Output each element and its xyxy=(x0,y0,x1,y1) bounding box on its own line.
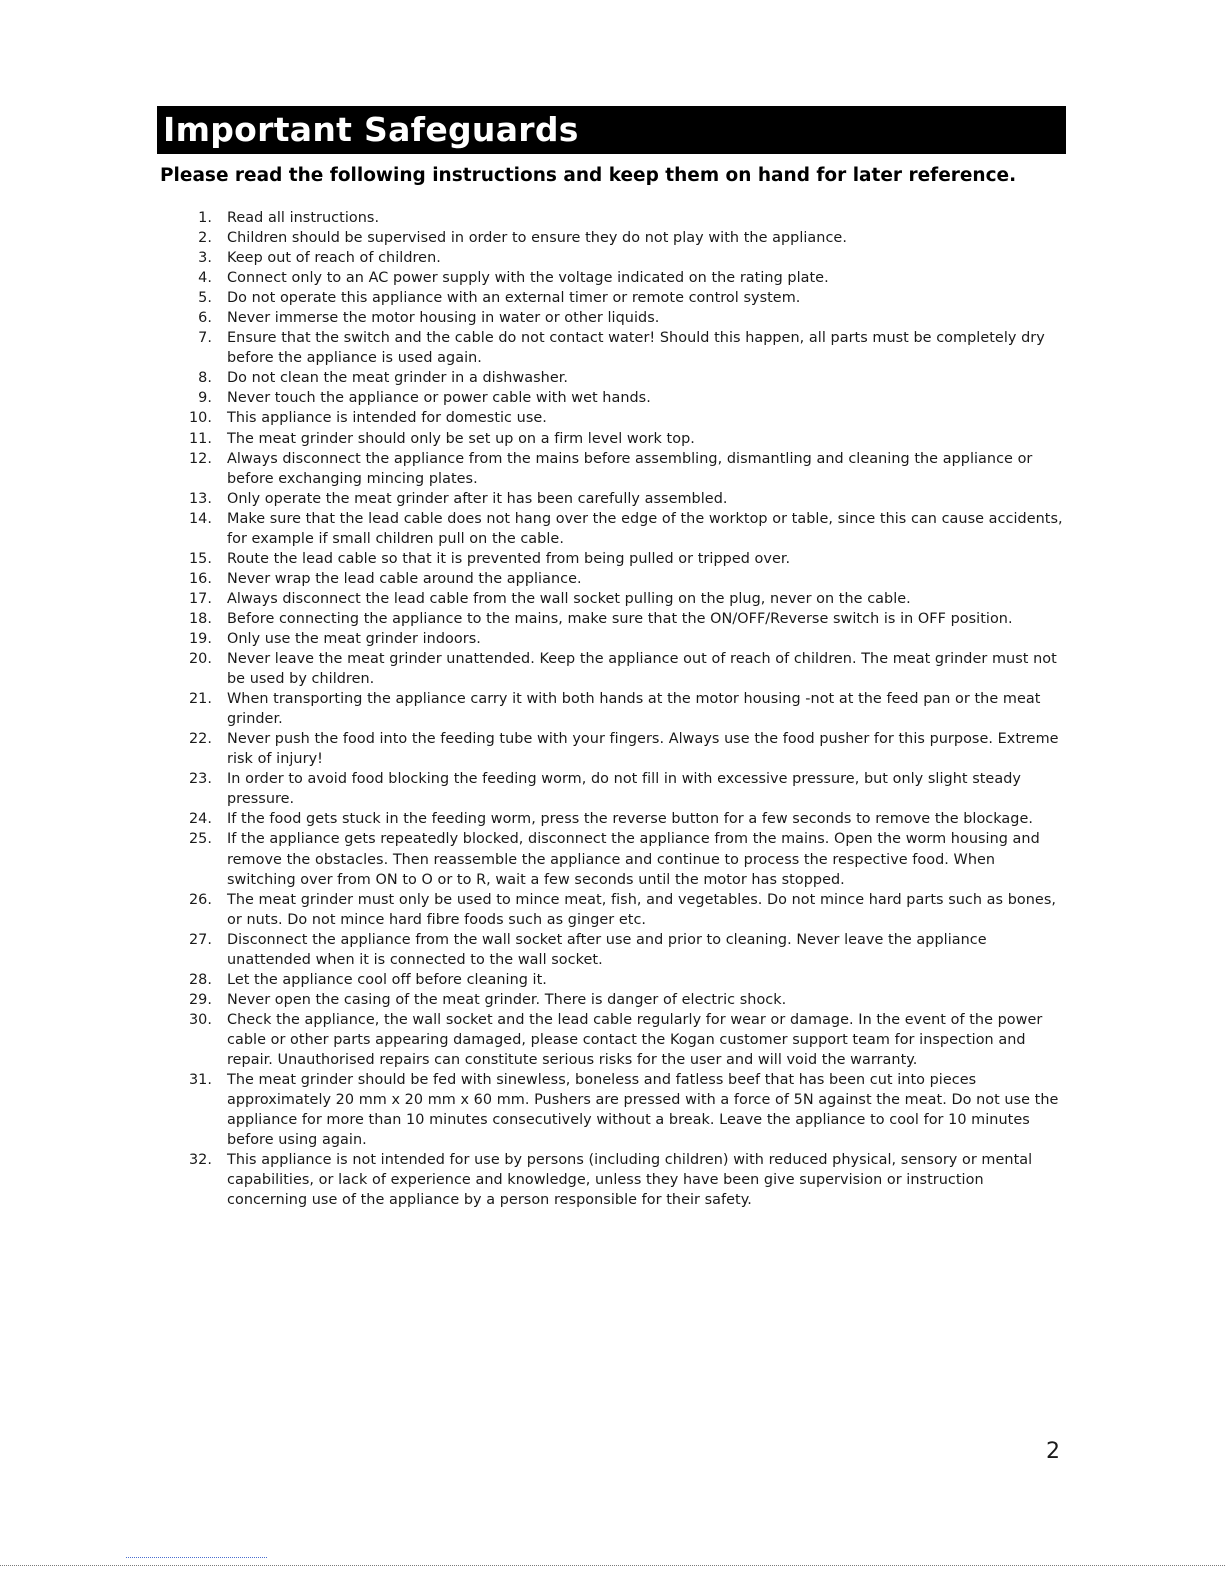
safeguard-number: 28. xyxy=(188,971,212,988)
safeguard-number: 13. xyxy=(188,490,212,507)
safeguard-item xyxy=(182,208,1067,228)
safeguard-number: 2. xyxy=(198,230,212,247)
safeguards-list xyxy=(182,208,1067,1210)
safeguard-text: The meat grinder should only be set up on a firm level work top. xyxy=(227,430,695,447)
safeguard-text: This appliance is intended for domestic use. xyxy=(227,410,547,427)
safeguard-text: Check the appliance, the wall socket and the lead cable regularly for wear or damage. In the event of the power cable or other parts appearing damaged, please contact the Kogan customer support team for inspection and repair. Unauthorised repairs can constitute serious risks for the user and will void the warranty. xyxy=(227,1011,1043,1068)
safeguard-number: 27. xyxy=(188,931,212,948)
safeguard-item xyxy=(182,769,1067,809)
safeguard-text: Before connecting the appliance to the mains, make sure that the ON/OFF/Reverse switch is in OFF position. xyxy=(227,610,1013,627)
safeguard-number: 5. xyxy=(198,290,212,307)
safeguard-item xyxy=(182,930,1067,970)
safeguard-item xyxy=(182,489,1067,509)
safeguard-number: 9. xyxy=(198,390,212,407)
safeguard-text: Make sure that the lead cable does not hang over the edge of the worktop or table, since this can cause accidents, for example if small children pull on the cable. xyxy=(227,510,1063,547)
safeguard-number: 20. xyxy=(188,651,212,668)
safeguard-text: Let the appliance cool off before cleaning it. xyxy=(227,971,547,988)
safeguard-text: If the food gets stuck in the feeding worm, press the reverse button for a few seconds to remove the blockage. xyxy=(227,811,1033,828)
safeguard-item xyxy=(182,729,1067,769)
page-subtitle: Please read the following instructions and keep them on hand for later reference. xyxy=(160,165,1017,186)
safeguard-item xyxy=(182,268,1067,288)
safeguard-number: 8. xyxy=(198,370,212,387)
safeguard-number: 24. xyxy=(188,811,212,828)
safeguard-text: The meat grinder must only be used to mince meat, fish, and vegetables. Do not mince hard parts such as bones, or nuts. Do not mince hard fibre foods such as ginger etc. xyxy=(227,891,1056,928)
bottom-divider xyxy=(0,1565,1225,1566)
safeguard-number: 30. xyxy=(188,1011,212,1028)
safeguard-text: Never touch the appliance or power cable with wet hands. xyxy=(227,390,651,407)
safeguard-text: This appliance is not intended for use by persons (including children) with reduced physical, sensory or mental capabilities, or lack of experience and knowledge, unless they have been give supervision or instruction concerning use of the appliance by a person responsible for their safety. xyxy=(227,1152,1033,1209)
safeguard-text: Only use the meat grinder indoors. xyxy=(227,630,481,647)
safeguard-text: Never wrap the lead cable around the appliance. xyxy=(227,570,582,587)
safeguard-text: Always disconnect the appliance from the mains before assembling, dismantling and cleaning the appliance or before exchanging mincing plates. xyxy=(227,450,1033,487)
safeguard-number: 16. xyxy=(188,570,212,587)
safeguard-text: Route the lead cable so that it is prevented from being pulled or tripped over. xyxy=(227,550,791,567)
safeguard-number: 15. xyxy=(188,550,212,567)
safeguard-item xyxy=(182,1150,1067,1210)
safeguard-text: Connect only to an AC power supply with the voltage indicated on the rating plate. xyxy=(227,270,829,287)
safeguard-text: Do not clean the meat grinder in a dishwasher. xyxy=(227,370,568,387)
safeguard-item xyxy=(182,449,1067,489)
title-banner xyxy=(157,106,1066,154)
safeguard-text: Always disconnect the lead cable from the wall socket pulling on the plug, never on the cable. xyxy=(227,590,911,607)
safeguard-number: 29. xyxy=(188,991,212,1008)
safeguard-item xyxy=(182,649,1067,689)
safeguard-number: 21. xyxy=(188,691,212,708)
safeguard-number: 7. xyxy=(198,330,212,347)
safeguard-text: The meat grinder should be fed with sinewless, boneless and fatless beef that has been cut into pieces approximately 20 mm x 20 mm x 60 mm. Pushers are pressed with a force of 5N against the meat. Do not use the appliance for more than 10 minutes consecutively without a break. Leave the appliance to cool for 10 minutes before using again. xyxy=(227,1072,1059,1149)
safeguard-number: 26. xyxy=(188,891,212,908)
safeguard-item xyxy=(182,509,1067,549)
safeguard-item xyxy=(182,829,1067,889)
safeguard-number: 32. xyxy=(188,1152,212,1169)
safeguard-number: 10. xyxy=(188,410,212,427)
safeguard-item xyxy=(182,388,1067,408)
safeguard-item xyxy=(182,990,1067,1010)
safeguard-item xyxy=(182,569,1067,589)
safeguard-item xyxy=(182,1010,1067,1070)
safeguard-number: 17. xyxy=(188,590,212,607)
page-title: Important Safeguards xyxy=(163,110,579,149)
safeguard-item xyxy=(182,1070,1067,1150)
safeguard-text: Read all instructions. xyxy=(227,210,380,226)
safeguard-number: 12. xyxy=(188,450,212,467)
safeguard-number: 25. xyxy=(188,831,212,848)
safeguard-item xyxy=(182,589,1067,609)
bottom-link-rule xyxy=(126,1557,267,1558)
safeguard-text: Do not operate this appliance with an external timer or remote control system. xyxy=(227,290,801,307)
safeguard-number: 11. xyxy=(188,430,212,447)
safeguard-text: Disconnect the appliance from the wall socket after use and prior to cleaning. Never leave the appliance unattended when it is connected to the wall socket. xyxy=(227,931,987,968)
safeguard-item xyxy=(182,308,1067,328)
safeguard-item xyxy=(182,689,1067,729)
safeguard-text: Never immerse the motor housing in water or other liquids. xyxy=(227,310,660,327)
safeguard-item xyxy=(182,248,1067,268)
safeguard-text: Ensure that the switch and the cable do not contact water! Should this happen, all parts must be completely dry before the appliance is used again. xyxy=(227,330,1045,367)
safeguard-item xyxy=(182,549,1067,569)
safeguard-number: 3. xyxy=(198,250,212,267)
safeguard-number: 14. xyxy=(188,510,212,527)
safeguard-text: In order to avoid food blocking the feeding worm, do not fill in with excessive pressure, but only slight steady pressure. xyxy=(227,771,1021,808)
safeguard-item xyxy=(182,970,1067,990)
safeguard-text: Only operate the meat grinder after it has been carefully assembled. xyxy=(227,490,728,507)
safeguard-number: 23. xyxy=(188,771,212,788)
safeguard-number: 22. xyxy=(188,731,212,748)
safeguard-number: 19. xyxy=(188,630,212,647)
safeguard-item xyxy=(182,809,1067,829)
page-number: 2 xyxy=(1046,1439,1060,1464)
safeguard-item xyxy=(182,368,1067,388)
safeguard-item xyxy=(182,328,1067,368)
safeguard-item xyxy=(182,609,1067,629)
safeguard-text: Never open the casing of the meat grinder. There is danger of electric shock. xyxy=(227,991,787,1008)
safeguard-number: 18. xyxy=(188,610,212,627)
safeguard-item xyxy=(182,629,1067,649)
safeguard-text: Children should be supervised in order to ensure they do not play with the appliance. xyxy=(227,230,847,247)
safeguard-item xyxy=(182,288,1067,308)
safeguard-item xyxy=(182,429,1067,449)
safeguard-text: If the appliance gets repeatedly blocked, disconnect the appliance from the mains. Open the worm housing and remove the obstacles. Then reassemble the appliance and continue to process the respective food. When switching over from ON to O or to R, wait a few seconds until the motor has stopped. xyxy=(227,831,1040,888)
safeguard-text: Never leave the meat grinder unattended. Keep the appliance out of reach of children. The meat grinder must not be used by children. xyxy=(227,651,1057,688)
safeguard-text: Keep out of reach of children. xyxy=(227,250,441,267)
safeguard-number: 1. xyxy=(198,210,212,226)
safeguard-text: Never push the food into the feeding tube with your fingers. Always use the food pusher for this purpose. Extreme risk of injury! xyxy=(227,731,1059,768)
safeguard-item xyxy=(182,228,1067,248)
safeguard-number: 31. xyxy=(188,1072,212,1089)
safeguard-item xyxy=(182,890,1067,930)
safeguard-text: When transporting the appliance carry it with both hands at the motor housing -not at the feed pan or the meat grinder. xyxy=(227,691,1041,728)
safeguard-number: 6. xyxy=(198,310,212,327)
safeguard-item xyxy=(182,408,1067,428)
safeguard-number: 4. xyxy=(198,270,212,287)
